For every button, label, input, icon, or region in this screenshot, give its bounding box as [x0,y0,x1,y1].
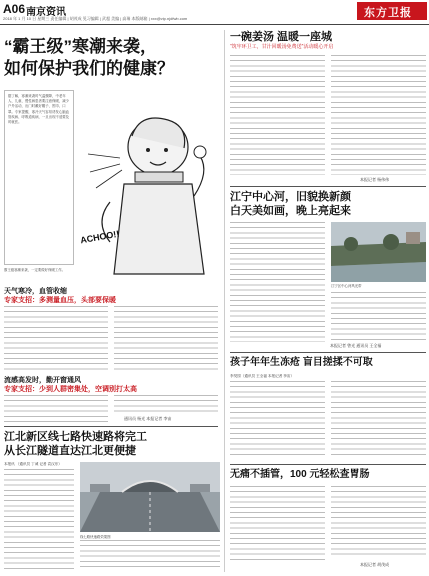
pension-byline: 本报记者 曾光 通讯员 王全福 [330,343,382,348]
river-story [230,30,426,180]
body-lines-river-b [331,55,426,175]
pension-headline [230,190,426,218]
lead-subhead-block-1 [4,287,218,305]
tunnel-photo [80,462,220,532]
pension-body [230,222,426,342]
lead-subhead-4: 专家支招：少到人群密集处，空调别打太高 [4,386,137,393]
tunnel-photo-caption: 线七路快速路效果图 [80,535,111,539]
lead-illustration [80,92,220,277]
lead-intro: 据了解，寒潮来袭时气温骤降，中老年人、儿童、慢性病患者要注意保暖，减少户外活动，出门时戴好帽子、围巾、口罩。专家提醒，寒冷天气容易诱发心脑血管疾病、呼吸道疾病，一旦出现不适要及时就医。 [8,94,70,125]
body-lines-bottom-b [331,486,426,556]
lead-subhead-block-2 [4,376,218,394]
tunnel-photo-image [80,462,220,532]
lead-subhead-2: 专家支招：多测量血压，头部要保暖 [4,297,116,304]
body-lines-car-b [331,381,426,457]
body-lines-pension-a [230,222,325,342]
body-lines-car-a [230,381,325,457]
column-divider [224,30,225,572]
car-headline-text: 孩子年年生冻疮 盲目搓揉不可取 [230,357,373,368]
lead-body-1 [4,306,218,372]
body-lines-river [230,55,426,175]
divider-right-3 [230,464,426,465]
body-lines-col-b [114,306,218,372]
brand-logo [357,2,427,20]
page-label: A06 [3,2,26,16]
divider-right-1 [230,186,426,187]
lead-caption-box [4,268,74,288]
pension-headline-line-2: 白天美如画，晚上亮起来 [230,205,351,217]
body-lines-tunnel [4,469,74,569]
body-lines-col-d [114,395,218,415]
sneezing-person-illustration [80,92,220,277]
bottom-byline: 本报记者 胡茂成 [360,562,390,567]
lead-subhead-3: 流感高发时，勤开窗通风 [4,377,81,384]
car-body [230,374,426,458]
lead-caption: 霸王级寒潮来袭，一定要做好保暖工作。 [4,268,66,272]
body-lines-pension-b [331,292,426,342]
lead-headline-line-1: “霸王级”寒潮来袭， [4,37,157,56]
divider-right-2 [230,352,426,353]
lead-body-2 [4,395,218,423]
body-lines-col-a [4,306,108,372]
lead-subhead-1: 天气寒冷，血管收缩 [4,288,67,295]
body-lines-tunnel-right [80,540,220,570]
lead-headline-line-2: 如何保护我们的健康？ [4,59,174,78]
bottom-body [230,486,426,566]
body-lines-col-c [4,395,108,423]
lead-headline [4,36,218,80]
masthead-rule [0,24,429,25]
river-subhead: “筑牢环卫工，甘汁回暖汤免费送”活动暖心开启 [230,44,334,50]
pension-photo-image [331,222,426,282]
tunnel-headline-line-2: 从长江隧道直达江北更便捷 [4,445,136,457]
divider-left [4,426,218,427]
car-headline [230,356,426,370]
sneeze-text: ACHOO!! [79,228,121,246]
tunnel-headline [4,430,218,458]
bottom-headline [230,468,426,482]
body-lines-bottom-a [230,486,325,564]
car-byline: 李昊园（通讯员 王全福 本报记者 李宙） [230,374,295,378]
brand-name: 东方卫报 [364,7,412,19]
lead-intro-box [4,90,74,265]
section-title: 南京资讯 [26,7,66,18]
pension-headline-line-1: 江宁中心河，旧貌换新颜 [230,191,351,203]
bottom-headline-text: 无痛不插管，100 元轻松查胃肠 [230,469,370,480]
date-line: 2018 年 1 月 10 日 星期三 责任编辑 | 胡茂成 见习编辑 | 武超 美编 | 高瑞 本版邮箱 | xxx@vip.njdfwb.com [3,16,188,21]
river-byline: 本报记者 杨伟伟 [360,177,390,182]
tunnel-body [4,462,74,572]
pension-photo-caption: 江宁区中心河风光带 [331,284,362,288]
pension-photo [331,222,426,282]
river-headline: 一碗姜汤 温暖一座城 [230,31,333,43]
tunnel-reporter: 本报讯 （通讯员 丁诚 记者 袁汉东） [4,462,62,466]
tunnel-body-right [80,535,220,572]
body-lines-river-a [230,55,325,175]
masthead [0,0,429,26]
lead-byline: 通讯员 杨光 本报记者 李宙 [124,416,172,421]
tunnel-headline-line-1: 江北新区线七路快速路将完工 [4,431,147,443]
